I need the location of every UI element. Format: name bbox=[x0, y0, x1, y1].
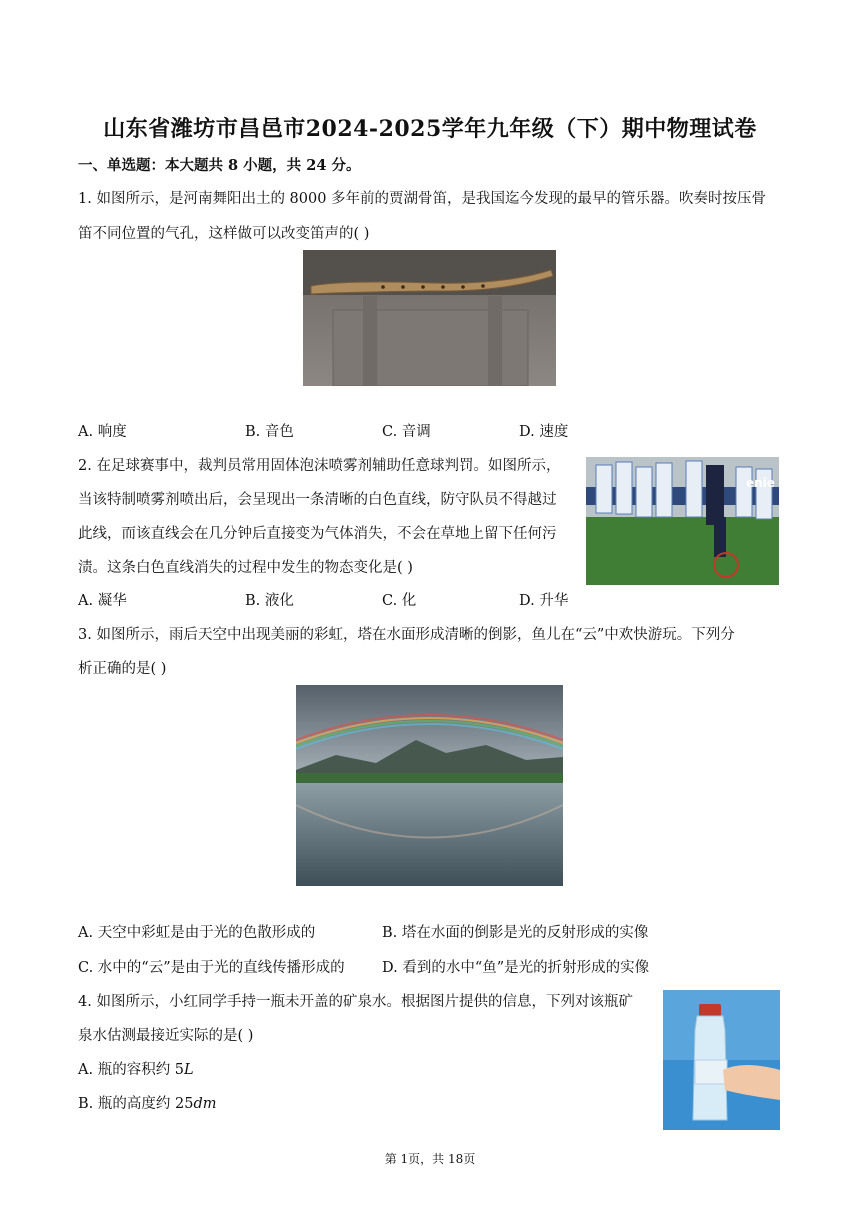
page-footer: 第 1页，共 18页 bbox=[384, 1152, 476, 1166]
q3-option-c: C. 水中的“云”是由于光的直线传播形成的 bbox=[78, 960, 345, 976]
bone-flute-image bbox=[303, 250, 556, 386]
q3-text-line2: 析正确的是( ) bbox=[78, 661, 167, 677]
water-bottle-image bbox=[663, 990, 780, 1130]
svg-text:enie: enie bbox=[746, 476, 775, 490]
q2-text-line1: 2. 在足球赛事中，裁判员常用固体泡沫喷雾剂辅助任意球判罚。如图所示， bbox=[78, 458, 561, 474]
section-heading: 一、单选题：本大题共 8 小题，共 24 分。 bbox=[78, 157, 361, 174]
q3-option-d: D. 看到的水中“鱼”是光的折射形成的实像 bbox=[382, 960, 650, 976]
q1-option-d: D. 速度 bbox=[519, 424, 569, 440]
q1-text-line1: 1. 如图所示，是河南舞阳出土的 8000 多年前的贾湖骨笛，是我国迄今发现的最早的管乐器。吹奏时按压骨 bbox=[78, 191, 767, 207]
q2-option-a: A. 凝华 bbox=[78, 593, 127, 609]
q4-text-line1: 4. 如图所示，小红同学手持一瓶未开盖的矿泉水。根据图片提供的信息，下列对该瓶矿 bbox=[78, 994, 633, 1010]
q1-text-line2: 笛不同位置的气孔，这样做可以改变笛声的( ) bbox=[78, 226, 370, 242]
q2-text-line3: 此线，而该直线会在几分钟后直接变为气体消失，不会在草地上留下任何污 bbox=[78, 526, 557, 542]
q4-option-b-text: B. 瓶的高度约 25 bbox=[78, 1096, 194, 1112]
q4-option-b-unit: dm bbox=[193, 1096, 217, 1112]
q1-option-b: B. 音色 bbox=[245, 424, 294, 440]
q4-option-a bbox=[78, 1060, 194, 1080]
q2-option-c: C. 化 bbox=[382, 593, 417, 609]
q4-option-b bbox=[78, 1094, 216, 1114]
soccer-spray-image bbox=[586, 457, 779, 585]
q4-text-line2: 泉水估测最接近实际的是( ) bbox=[78, 1028, 254, 1044]
q1-option-c: C. 音调 bbox=[382, 424, 431, 440]
q2-option-b: B. 液化 bbox=[245, 593, 294, 609]
q2-text-line2: 当该特制喷雾剂喷出后，会呈现出一条清晰的白色直线，防守队员不得越过 bbox=[78, 492, 557, 508]
exam-title: 山东省潍坊市昌邑市2024-2025学年九年级（下）期中物理试卷 bbox=[103, 116, 757, 142]
q4-option-a-unit: L bbox=[184, 1062, 194, 1078]
q1-option-a: A. 响度 bbox=[78, 424, 127, 440]
q2-text-line4: 渍。这条白色直线消失的过程中发生的物态变化是( ) bbox=[78, 560, 413, 576]
q3-text-line1: 3. 如图所示，雨后天空中出现美丽的彩虹，塔在水面形成清晰的倒影，鱼儿在“云”中欢快游玩。下列分 bbox=[78, 627, 735, 643]
q2-option-d: D. 升华 bbox=[519, 593, 569, 609]
q3-option-b: B. 塔在水面的倒影是光的反射形成的实像 bbox=[382, 925, 649, 941]
q4-option-a-text: A. 瓶的容积约 5 bbox=[78, 1062, 185, 1078]
q3-option-a: A. 天空中彩虹是由于光的色散形成的 bbox=[78, 925, 316, 941]
rainbow-lake-image bbox=[296, 685, 563, 886]
